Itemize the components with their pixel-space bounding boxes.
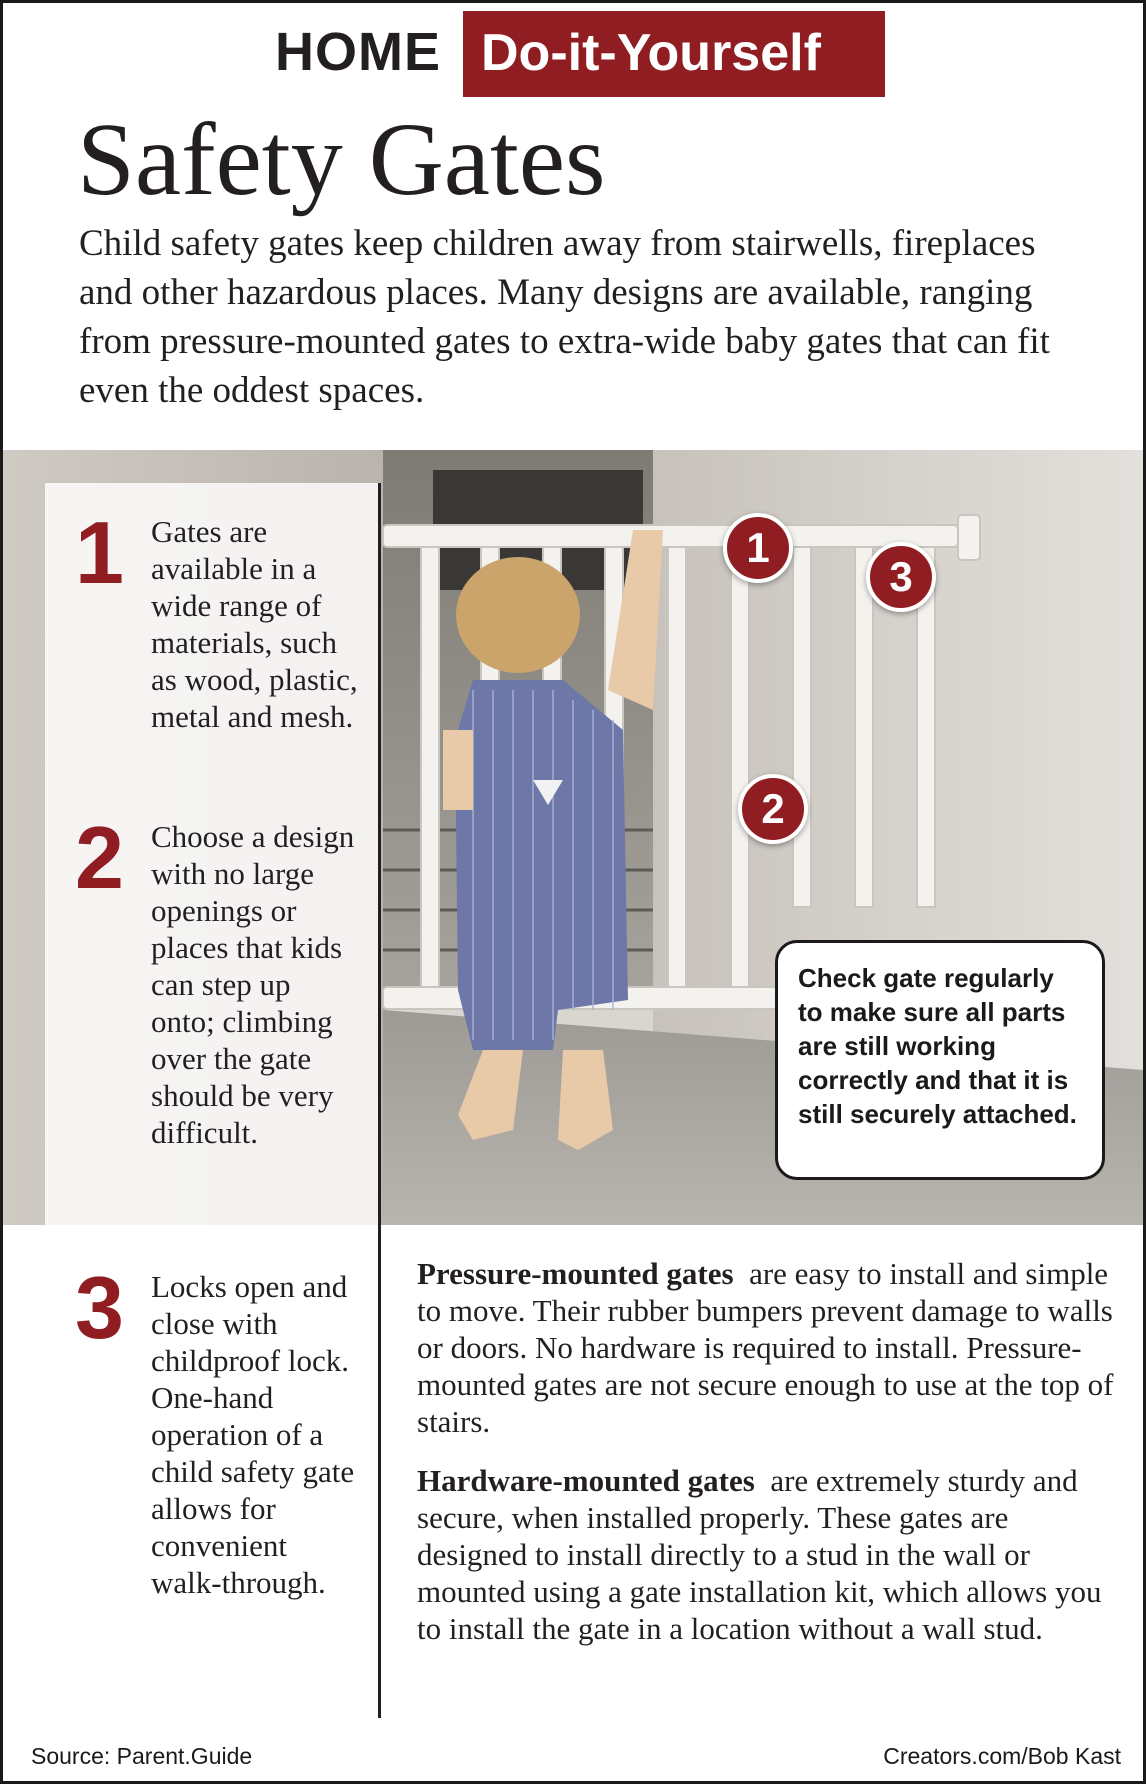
gate-type-pressure: [417, 1255, 1117, 1440]
diy-banner: [463, 11, 885, 97]
header: [3, 11, 1143, 97]
step-number: 1: [75, 503, 124, 602]
callout-badge-2: 2: [738, 774, 808, 844]
maintenance-note: [775, 940, 1105, 1180]
credit-line: Creators.com/Bob Kast: [883, 1743, 1121, 1769]
intro-paragraph: Child safety gates keep children away from stairwells, fireplaces and other hazardous places. Many designs are available, ranging from pressure-mounted gates to extra-wide baby gates that can fit even the oddest spaces.: [79, 223, 1050, 411]
page-title: Safety Gates: [77, 102, 606, 217]
gate-type-text: are easy to install and simple to move. Their rubber bumpers prevent damage to walls or doors. No hardware is required to install. Pressure-mounted gates are not secure enough to use at the top of stairs.: [417, 1256, 1114, 1439]
column-divider: [378, 483, 381, 1718]
step-number: 3: [75, 1258, 124, 1357]
step-text: Choose a design with no large openings or places that kids can step up onto; climbing over the gate should be very difficult.: [151, 819, 355, 1150]
gate-type-name: Pressure-mounted gates: [417, 1256, 734, 1291]
step-number: 2: [75, 808, 124, 907]
callout-badge-1: 1: [723, 513, 793, 583]
maintenance-note-text: Check gate regularly to make sure all parts are still working correctly and that it is still securely attached.: [798, 963, 1077, 1129]
callout-badge-3: 3: [866, 542, 936, 612]
gate-types: [417, 1255, 1117, 1669]
step-text: Locks open and close with childproof lock. One-hand operation of a child safety gate allows for convenient walk-through.: [151, 1269, 355, 1600]
home-label: HOME: [275, 22, 441, 82]
diy-label: Do-it-Yourself: [481, 24, 821, 82]
gate-type-hardware: [417, 1462, 1117, 1647]
gate-type-text: are extremely sturdy and secure, when installed properly. These gates are designed to install directly to a stud in the wall or mounted using a gate installation kit, which allows you to install the gate in a location without a wall stud.: [417, 1463, 1102, 1646]
gate-type-name: Hardware-mounted gates: [417, 1463, 755, 1498]
step-text: Gates are available in a wide range of materials, such as wood, plastic, metal and mesh.: [151, 514, 358, 734]
source-line: Source: Parent.Guide: [31, 1743, 253, 1769]
